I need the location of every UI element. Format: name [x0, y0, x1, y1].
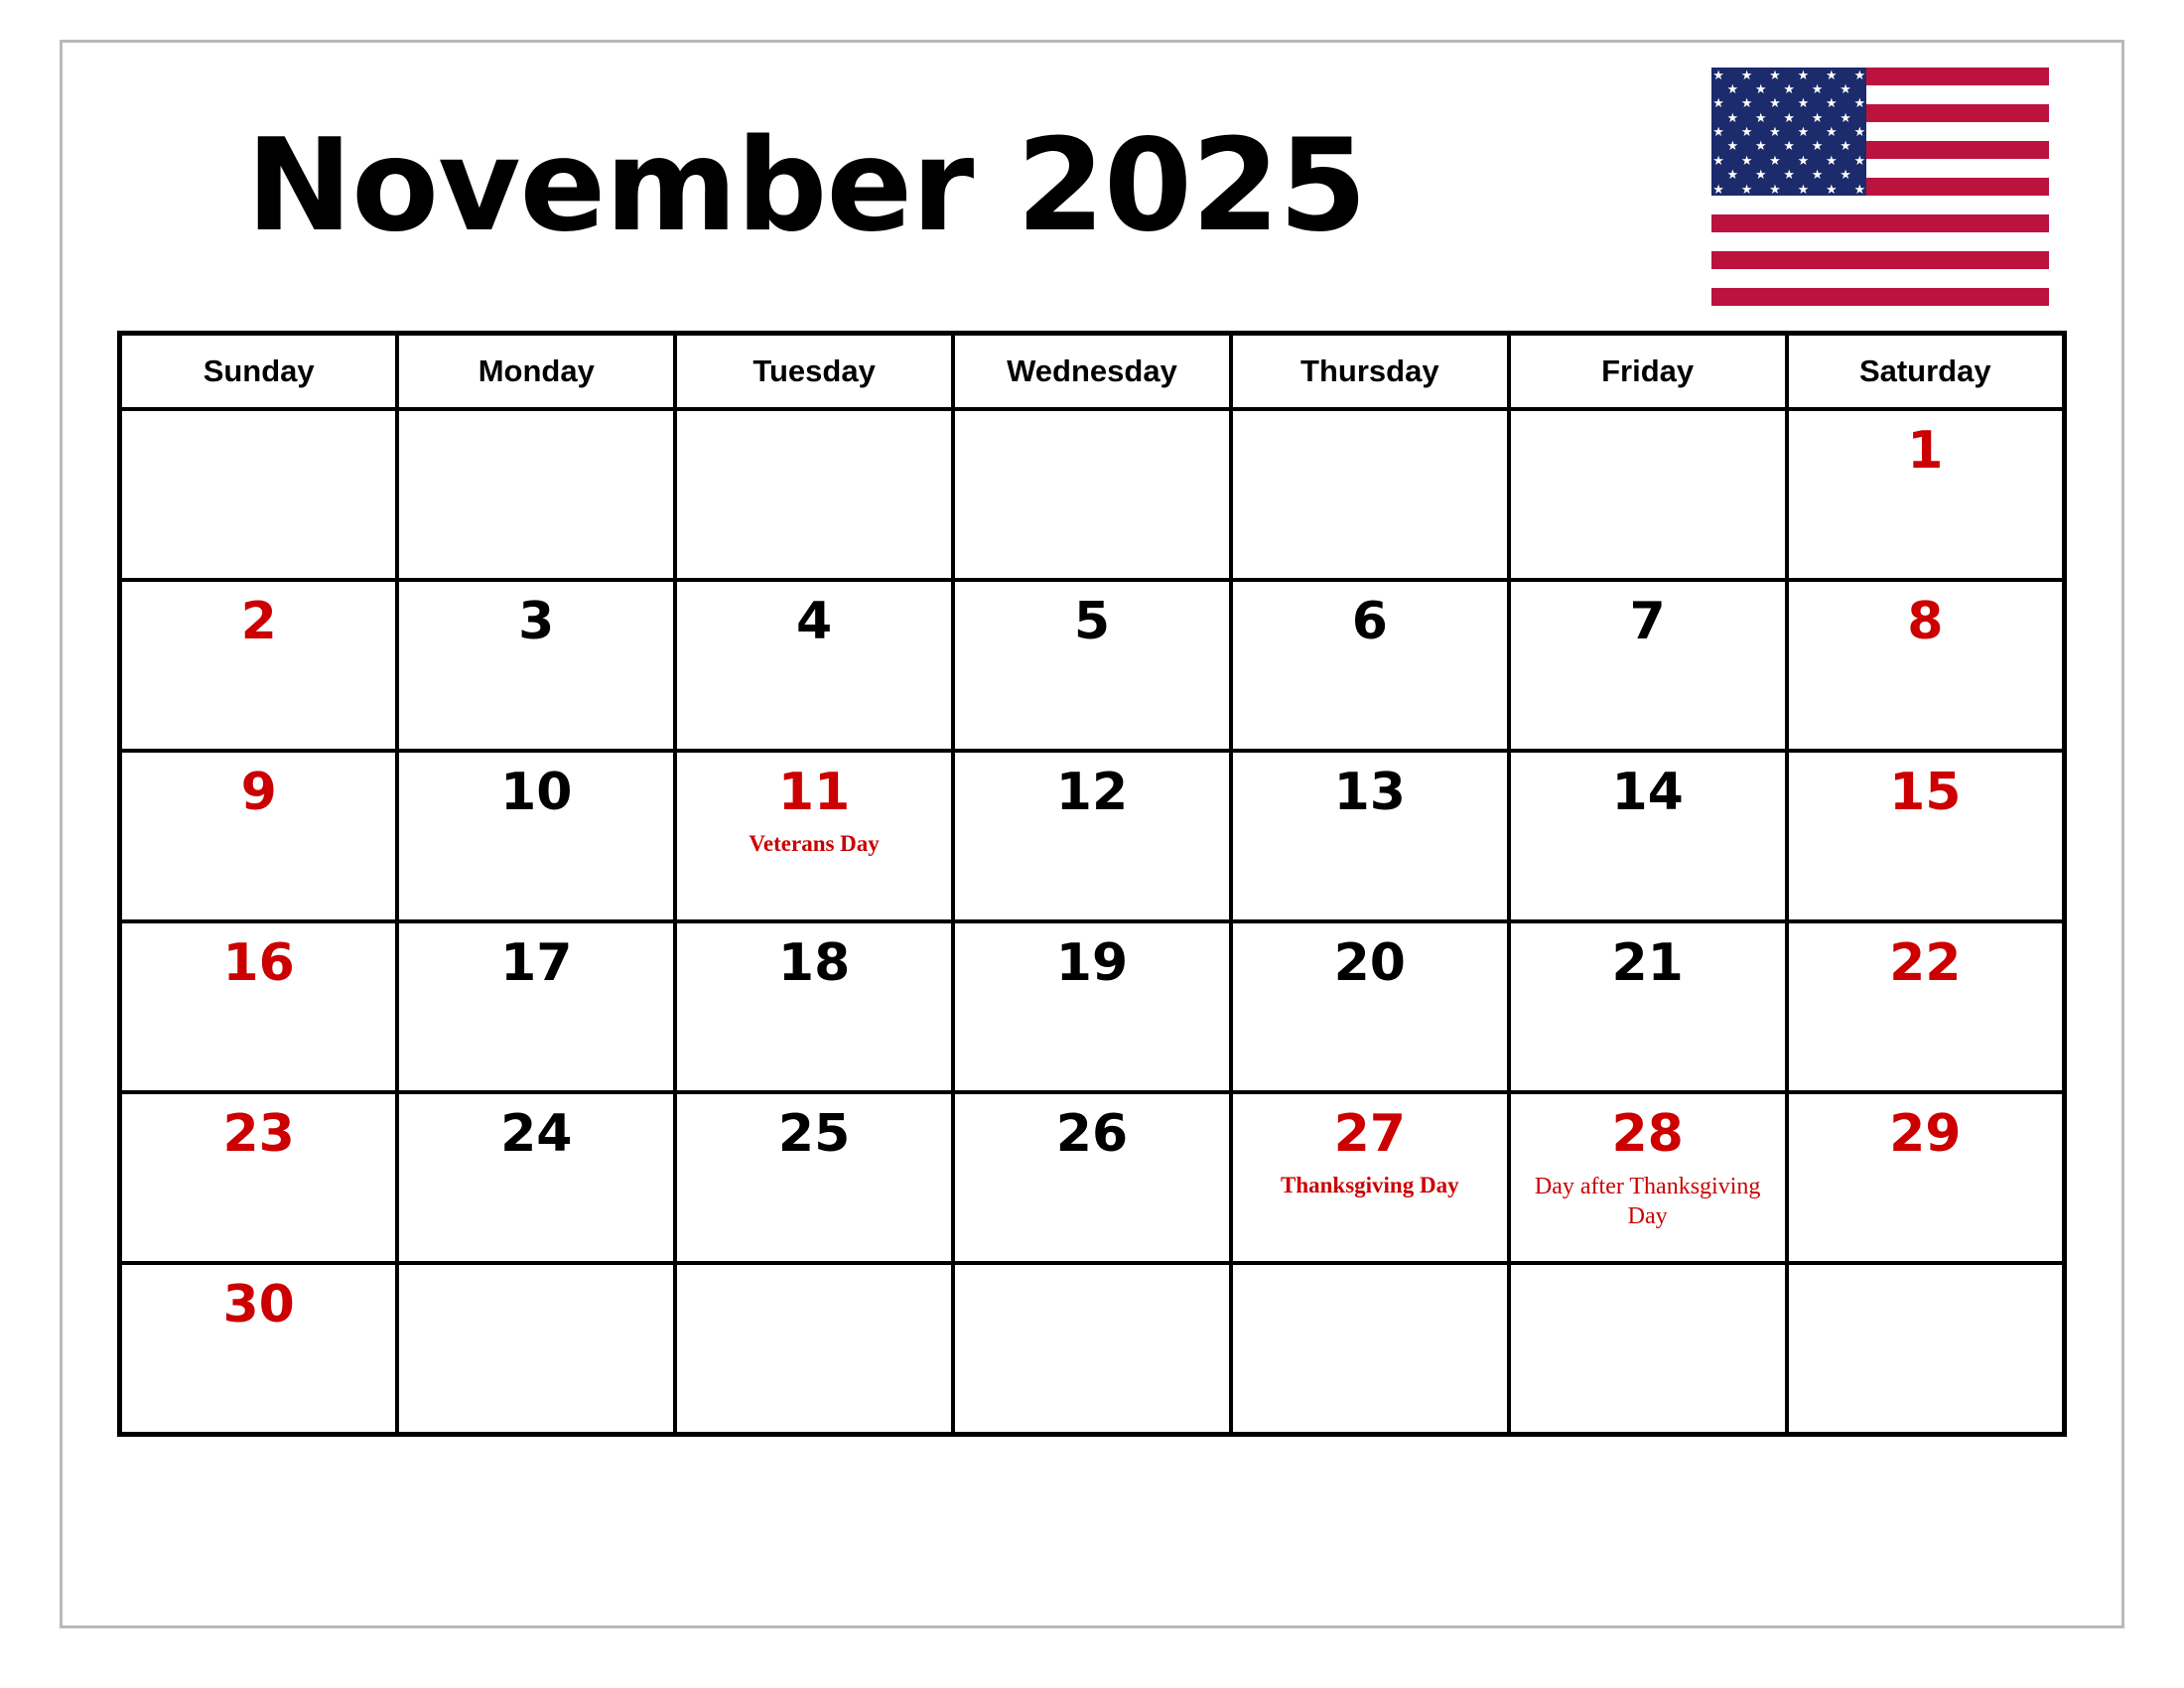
calendar-day-cell-1[interactable]: [1787, 409, 2065, 580]
calendar-day-cell-empty: [1231, 409, 1509, 580]
day-number: 1: [1907, 421, 1944, 481]
calendar-body: [120, 409, 2065, 1435]
calendar-day-cell-2[interactable]: [120, 580, 398, 751]
day-number: 2: [240, 592, 277, 651]
day-number: 11: [777, 763, 851, 822]
weekday-header-friday: Friday: [1509, 334, 1787, 410]
calendar-day-cell-empty: [675, 1263, 953, 1435]
calendar-day-cell-25[interactable]: [675, 1092, 953, 1263]
day-number: 14: [1611, 763, 1684, 822]
calendar-day-cell-21[interactable]: [1509, 921, 1787, 1092]
weekday-header-tuesday: Tuesday: [675, 334, 953, 410]
day-number: 28: [1611, 1104, 1684, 1164]
calendar-day-cell-24[interactable]: [397, 1092, 675, 1263]
calendar-day-cell-empty: [120, 409, 398, 580]
page-title: November 2025: [246, 112, 1367, 260]
day-number: 21: [1611, 933, 1684, 993]
calendar-day-cell-empty: [397, 1263, 675, 1435]
calendar-day-cell-empty: [1509, 1263, 1787, 1435]
calendar-day-cell-16[interactable]: [120, 921, 398, 1092]
day-number: 7: [1629, 592, 1666, 651]
day-number: 20: [1333, 933, 1406, 993]
calendar-day-cell-17[interactable]: [397, 921, 675, 1092]
day-number: 16: [222, 933, 295, 993]
day-number: 23: [222, 1104, 295, 1164]
day-number: 6: [1351, 592, 1388, 651]
weekday-header-thursday: Thursday: [1231, 334, 1509, 410]
weekday-header-sunday: Sunday: [120, 334, 398, 410]
calendar-day-cell-13[interactable]: [1231, 751, 1509, 921]
day-number: 12: [1055, 763, 1129, 822]
day-number: 9: [240, 763, 277, 822]
calendar-weekday-header-row: [120, 334, 2065, 410]
calendar-day-cell-empty: [397, 409, 675, 580]
calendar-day-cell-empty: [1231, 1263, 1509, 1435]
day-number: 22: [1889, 933, 1962, 993]
day-event-label: Veterans Day: [749, 831, 880, 856]
calendar-day-cell-10[interactable]: [397, 751, 675, 921]
day-number: 19: [1055, 933, 1129, 993]
calendar-day-cell-9[interactable]: [120, 751, 398, 921]
day-number: 30: [222, 1275, 295, 1335]
calendar-day-cell-empty: [953, 409, 1231, 580]
calendar-week-row: [120, 921, 2065, 1092]
day-number: 3: [518, 592, 555, 651]
day-number: 15: [1889, 763, 1962, 822]
day-number: 8: [1907, 592, 1944, 651]
calendar-header: [117, 43, 2067, 331]
day-number: 29: [1889, 1104, 1962, 1164]
weekday-header-monday: Monday: [397, 334, 675, 410]
day-number: 27: [1333, 1104, 1406, 1164]
calendar-day-cell-7[interactable]: [1509, 580, 1787, 751]
day-event-label: Day after Thanksgiving Day: [1534, 1174, 1761, 1229]
calendar-day-cell-3[interactable]: [397, 580, 675, 751]
calendar-day-cell-12[interactable]: [953, 751, 1231, 921]
calendar-day-cell-26[interactable]: [953, 1092, 1231, 1263]
calendar-day-cell-11[interactable]: [675, 751, 953, 921]
day-number: 13: [1333, 763, 1406, 822]
calendar-day-cell-8[interactable]: [1787, 580, 2065, 751]
calendar-day-cell-23[interactable]: [120, 1092, 398, 1263]
calendar-day-cell-4[interactable]: [675, 580, 953, 751]
day-number: 18: [777, 933, 851, 993]
calendar-day-cell-6[interactable]: [1231, 580, 1509, 751]
calendar-week-row: [120, 580, 2065, 751]
calendar-day-cell-empty: [953, 1263, 1231, 1435]
calendar-day-cell-empty: [1787, 1263, 2065, 1435]
calendar-week-row: [120, 1263, 2065, 1435]
calendar-week-row: [120, 1092, 2065, 1263]
calendar-day-cell-15[interactable]: [1787, 751, 2065, 921]
day-number: 17: [500, 933, 573, 993]
calendar-day-cell-29[interactable]: [1787, 1092, 2065, 1263]
calendar-sheet: [60, 40, 2124, 1628]
calendar-day-cell-27[interactable]: [1231, 1092, 1509, 1263]
calendar-day-cell-30[interactable]: [120, 1263, 398, 1435]
calendar-day-cell-22[interactable]: [1787, 921, 2065, 1092]
weekday-header-saturday: Saturday: [1787, 334, 2065, 410]
day-number: 24: [500, 1104, 573, 1164]
flag-stars: ★ ★ ★ ★ ★ ★ ★ ★ ★ ★ ★ ★ ★ ★ ★ ★ ★ ★ ★ ★ ★ ★ ★ ★ ★ ★ ★ ★ ★ ★ ★ ★ ★ ★ ★ ★ ★ ★ ★ ★ ★ ★ ★ ★ ★ ★ ★ ★ ★ ★: [1712, 68, 1866, 197]
day-number: 5: [1073, 592, 1111, 651]
weekday-header-wednesday: Wednesday: [953, 334, 1231, 410]
calendar-day-cell-20[interactable]: [1231, 921, 1509, 1092]
calendar-day-cell-empty: [675, 409, 953, 580]
day-number: 26: [1055, 1104, 1129, 1164]
calendar-week-row: [120, 409, 2065, 580]
calendar-day-cell-5[interactable]: [953, 580, 1231, 751]
day-number: 4: [796, 592, 833, 651]
calendar-grid: [117, 331, 2067, 1437]
calendar-day-cell-14[interactable]: [1509, 751, 1787, 921]
calendar-day-cell-19[interactable]: [953, 921, 1231, 1092]
day-number: 25: [777, 1104, 851, 1164]
calendar-day-cell-18[interactable]: [675, 921, 953, 1092]
day-event-label: Thanksgiving Day: [1280, 1173, 1459, 1197]
calendar-day-cell-empty: [1509, 409, 1787, 580]
calendar-week-row: [120, 751, 2065, 921]
day-number: 10: [500, 763, 573, 822]
calendar-day-cell-28[interactable]: [1509, 1092, 1787, 1263]
usa-flag-icon: [1711, 68, 2049, 306]
